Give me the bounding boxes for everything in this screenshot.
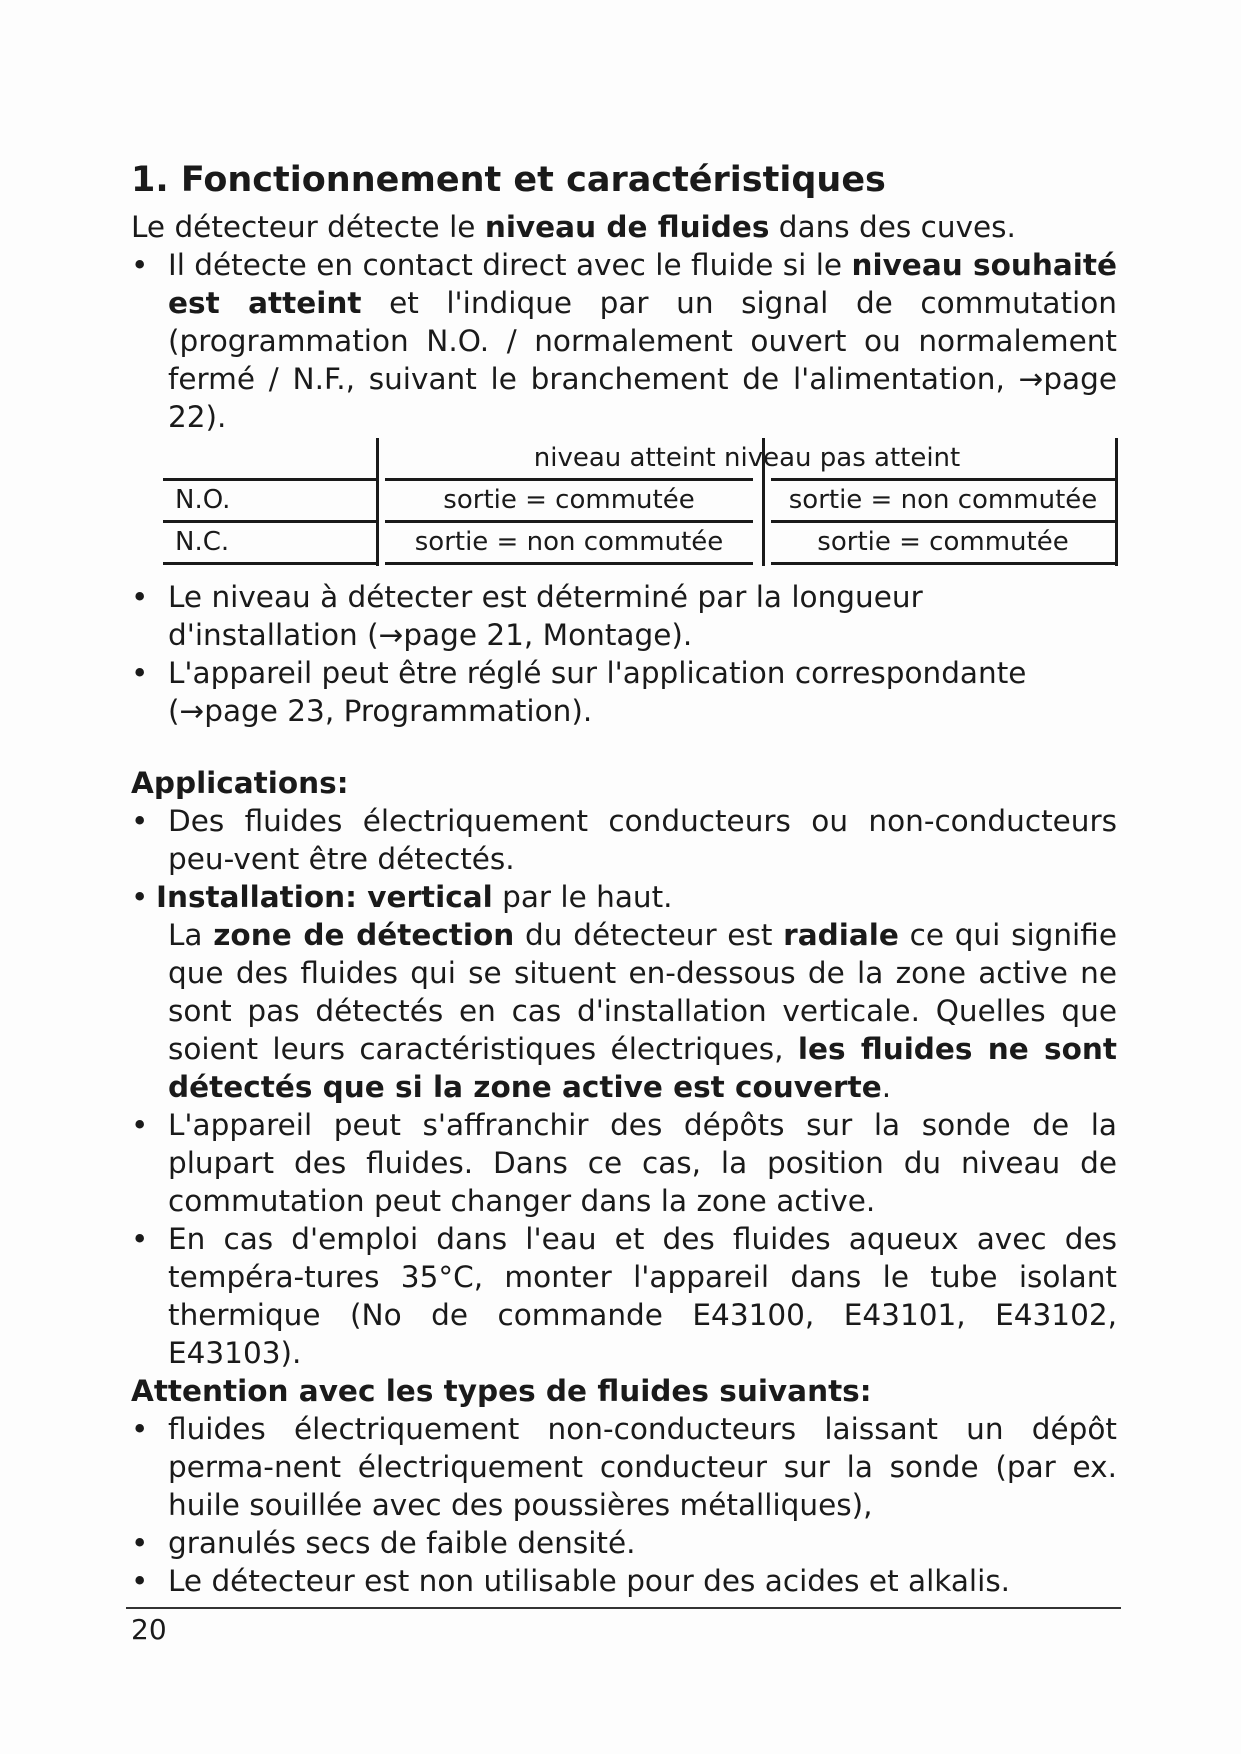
bullet-function: • Il détecte en contact direct avec le fluide si le niveau souhaité est atteint et l'indique par un signal de commutation (programmation N.O. / normalement ouvert ou normalement fermé / N.F., suivant le branchement de l'alimentation, →page 22). bbox=[131, 248, 1117, 434]
cell-nc-reached: sortie = non commutée bbox=[414, 527, 724, 557]
att-bullet-nonconductive: • fluides électriquement non-conducteurs laissant un dépôt perma-nent électriquement conducteur sur la sonde (par ex. huile souillée avec des poussières métalliques), bbox=[131, 1412, 1117, 1522]
bullet-dot: • bbox=[131, 1564, 149, 1598]
applications-heading: Applications: bbox=[131, 766, 349, 800]
attention-heading: Attention avec les types de fluides suivants: bbox=[131, 1374, 872, 1408]
table-header: niveau atteint niveau pas atteint bbox=[533, 443, 961, 473]
bullet-dot: • bbox=[131, 1412, 149, 1446]
cell-nc-not-reached: sortie = commutée bbox=[817, 527, 1069, 557]
app-bullet-fluids: • Des fluides électriquement conducteurs ou non-conducteurs peu-vent être détectés. bbox=[131, 804, 1117, 876]
bullet-dot: • bbox=[131, 656, 149, 690]
intro-paragraph: Le détecteur détecte le niveau de fluides dans des cuves. bbox=[131, 210, 1016, 244]
switching-table bbox=[163, 438, 1118, 566]
att-bullet-acids: • Le détecteur est non utilisable pour des acides et alkalis. bbox=[131, 1564, 1011, 1598]
row-label-nc: N.C. bbox=[175, 527, 230, 557]
bullet-dot: • bbox=[131, 804, 149, 838]
bullet-dot: • bbox=[131, 1222, 149, 1256]
footer-rule bbox=[126, 1607, 1121, 1609]
bullet-dot: • bbox=[131, 248, 149, 282]
section-heading: 1. Fonctionnement et caractéristiques bbox=[131, 160, 886, 200]
bullet-install-length: • Le niveau à détecter est déterminé par la longueur d'installation (→page 21, Montage). bbox=[131, 580, 923, 652]
app-bullet-installation: • Installation: vertical par le haut. bbox=[131, 880, 673, 914]
row-label-no: N.O. bbox=[175, 485, 231, 515]
cell-no-not-reached: sortie = non commutée bbox=[788, 485, 1098, 515]
bullet-dot: • bbox=[131, 1108, 149, 1142]
bullet-dot: • bbox=[131, 1526, 149, 1560]
att-bullet-granules: • granulés secs de faible densité. bbox=[131, 1526, 636, 1560]
app-bullet-deposits: • L'appareil peut s'affranchir des dépôts sur la sonde de la plupart des fluides. Dans ce cas, la position du niveau de commutation peut changer dans la zone active. bbox=[131, 1108, 1117, 1218]
cell-no-reached: sortie = commutée bbox=[443, 485, 695, 515]
page-number: 20 bbox=[131, 1613, 167, 1646]
detection-zone-paragraph: La zone de détection du détecteur est radiale ce qui signifie que des fluides qui se situent en-dessous de la zone active ne sont pas détectés en cas d'installation verticale. Quelles que soient leurs caractéristiques électriques, les fluides ne sont détectés que si la zone active est couverte. bbox=[168, 918, 1117, 1104]
bullet-dot: • bbox=[131, 880, 149, 914]
content bbox=[131, 156, 1117, 1600]
bullet-programming: • L'appareil peut être réglé sur l'application correspondante (→page 23, Programmation). bbox=[131, 656, 1027, 728]
bullet-dot: • bbox=[131, 580, 149, 614]
app-bullet-water: • En cas d'emploi dans l'eau et des fluides aqueux avec des tempéra-tures 35°C, monter l'appareil dans le tube isolant thermique (No de commande E43100, E43101, E43102, E43103). bbox=[131, 1222, 1117, 1370]
